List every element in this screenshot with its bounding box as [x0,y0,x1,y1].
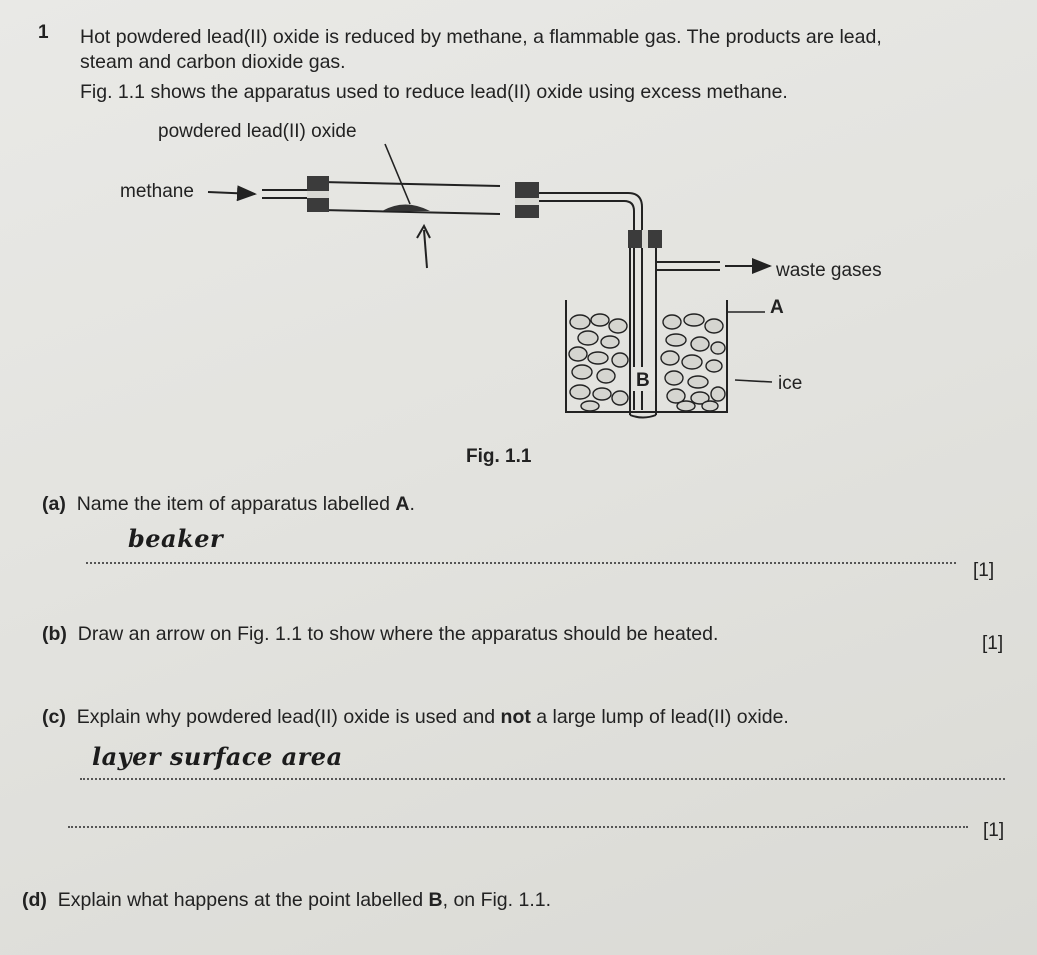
part-a-bold: A [395,493,410,515]
part-c-letter: (c) [42,706,66,728]
part-b-letter: (b) [42,623,67,645]
heating-arrow [424,230,427,268]
part-d-letter: (d) [22,889,47,911]
part-a-answer: beaker [128,524,224,553]
combustion-tube-top [322,182,500,186]
part-b-marks: [1] [982,633,1004,654]
label-b: B [636,370,650,391]
label-waste-gases: waste gases [776,260,882,281]
question-intro-line2: steam and carbon dioxide gas. [80,51,346,73]
part-b-question [42,622,718,646]
ice-cubes [569,314,725,411]
delivery-tube-outer [539,193,642,410]
methane-arrow [208,192,255,194]
part-a-question: (a) Name the item of apparatus labelled A. [42,493,415,515]
part-a-marks: [1] [973,560,995,581]
part-c-text: Explain why powdered lead(II) oxide is used and [76,706,496,728]
label-powder: powdered lead(II) oxide [158,121,357,142]
part-a-text: Name the item of apparatus labelled [76,493,390,515]
part-d-bold: B [428,889,443,911]
part-c-question: (c) Explain why powdered lead(II) oxide is used and not a large lump of lead(II) oxide. [42,706,789,728]
apparatus-diagram [0,0,1037,470]
part-c-answer: layer surface area [92,742,343,771]
label-ice-leader [735,380,772,382]
part-b-text: Draw an arrow on Fig. 1.1 to show where the apparatus should be heated. [77,623,719,645]
part-a-letter: (a) [42,493,66,515]
powder-leader [385,144,410,204]
label-ice: ice [778,373,803,394]
part-a-answer-line[interactable] [86,562,956,564]
label-methane: methane [120,181,194,202]
part-d-question: (d) Explain what happens at the point labelled B, on Fig. 1.1. [22,889,552,911]
question-intro-line3: Fig. 1.1 shows the apparatus used to reduce lead(II) oxide using excess methane. [80,81,788,103]
powder-pile [382,205,430,212]
part-c-marks: [1] [983,820,1005,841]
part-c-answer-line-2[interactable] [68,826,968,828]
part-c-bold: not [500,706,531,728]
part-d-text: Explain what happens at the point labelled [57,889,424,911]
figure-caption: Fig. 1.1 [466,446,532,467]
part-c-answer-line-1[interactable] [80,778,1005,780]
question-number: 1 [38,22,49,43]
question-intro-line1: Hot powdered lead(II) oxide is reduced by methane, a flammable gas. The products are lead, [80,26,882,48]
label-a: A [770,297,784,318]
